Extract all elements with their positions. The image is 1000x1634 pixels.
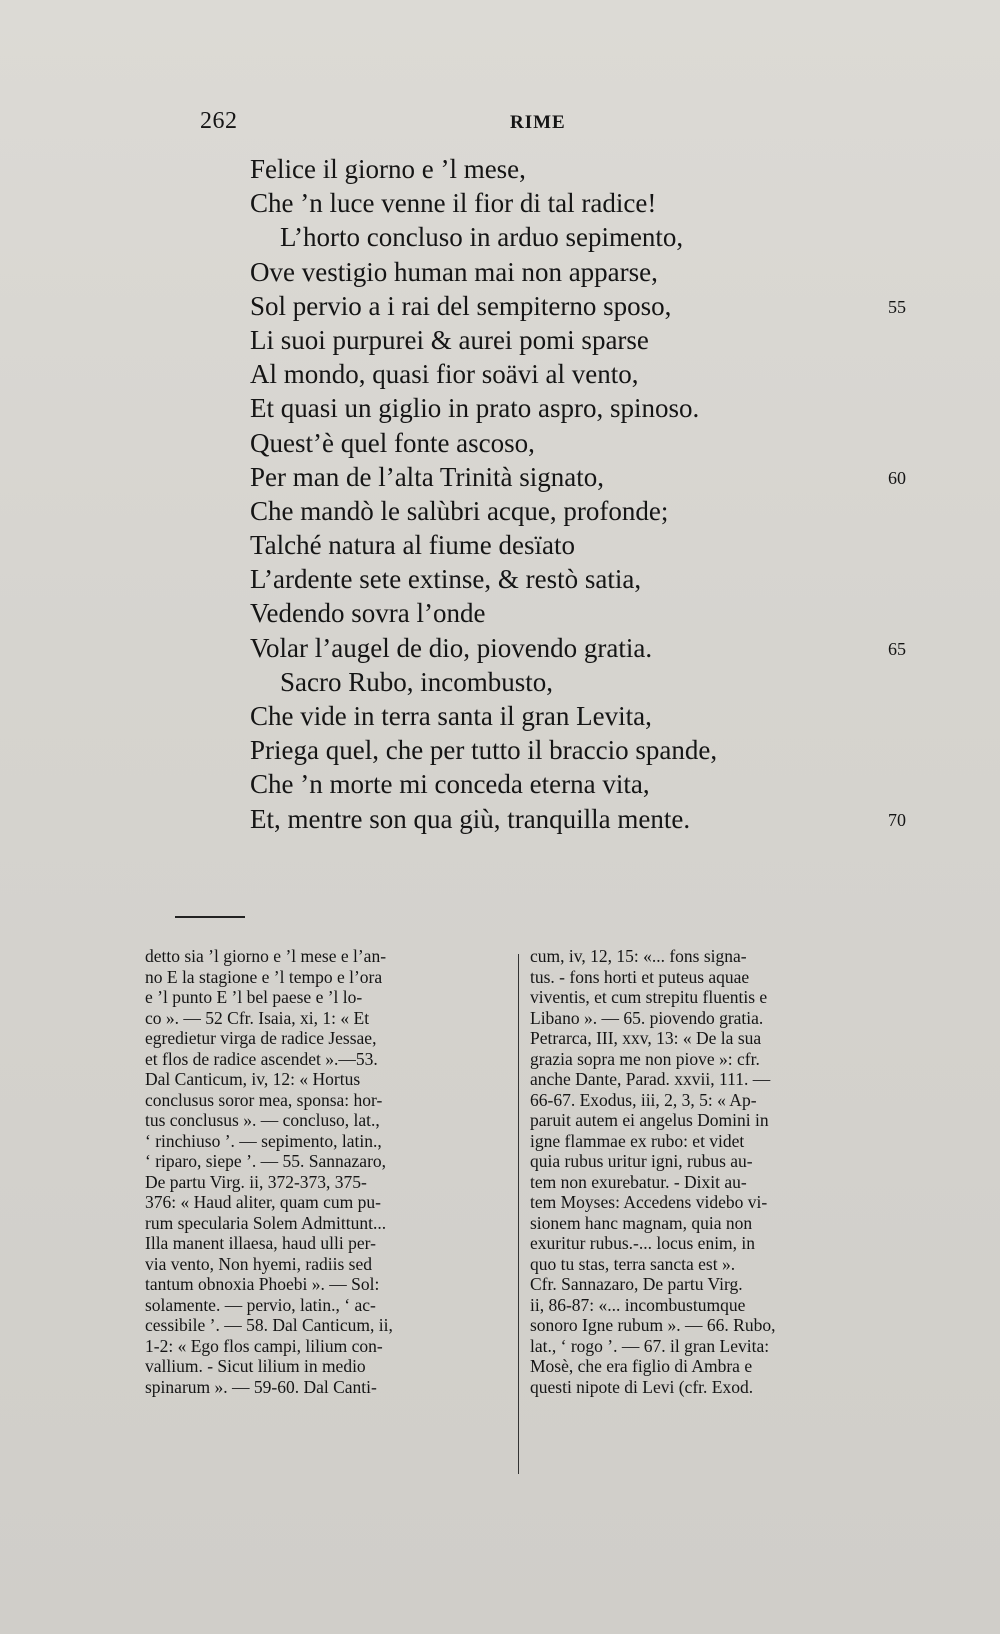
- note-line: Mosè, che era figlio di Ambra e: [530, 1356, 753, 1376]
- verse-line: Quest’è quel fonte ascoso,: [250, 427, 535, 458]
- note-line: solamente. — pervio, latin., ‘ ac-: [145, 1294, 376, 1315]
- note-line: Petrarca, III, xxv, 13: « De la sua: [530, 1028, 762, 1048]
- note-line: egredietur virga de radice Jessae,: [145, 1028, 377, 1048]
- note-line: Illa manent illaesa, haud ulli per-: [145, 1233, 376, 1253]
- note-line: Dal Canticum, iv, 12: « Hortus: [145, 1069, 361, 1089]
- note-line: grazia sopra me non piove »: cfr.: [530, 1048, 760, 1069]
- note-line: co ». — 52 Cfr. Isaia, xi, 1: « Et: [145, 1007, 370, 1028]
- note-line: e ’l punto E ’l bel paese e ’l lo-: [145, 987, 363, 1007]
- note-line: tantum obnoxia Phoebi ». — Sol:: [145, 1274, 380, 1294]
- column-divider: [518, 954, 519, 1474]
- verse-line: Volar l’augel de dio, piovendo gratia.: [250, 632, 653, 663]
- verse-line: Et quasi un giglio in prato aspro, spinoso.: [250, 393, 700, 424]
- verse-line: L’horto concluso in arduo sepimento,: [280, 222, 684, 253]
- line-number: 55: [888, 296, 906, 317]
- page-number: 262: [200, 108, 238, 134]
- note-line: 66-67. Exodus, iii, 2, 3, 5: « Ap-: [530, 1089, 757, 1110]
- verse-line: Al mondo, quasi fior soävi al vento,: [250, 359, 639, 390]
- verse-line: Priega quel, che per tutto il braccio spande,: [250, 735, 718, 766]
- running-head: RIME: [510, 112, 566, 133]
- note-line: Cfr. Sannazaro, De partu Virg.: [530, 1274, 743, 1294]
- note-line: paruit autem ei angelus Domini in: [530, 1110, 769, 1130]
- poem-verses: [250, 152, 870, 836]
- page-header: [200, 108, 800, 148]
- verse-line: Che mandò le salùbri acque, profonde;: [250, 495, 669, 526]
- note-line: quia rubus uritur igni, rubus au-: [530, 1151, 753, 1171]
- verse-line: Che ’n morte mi conceda eterna vita,: [250, 769, 650, 800]
- note-line: tem non exurebatur. - Dixit au-: [530, 1171, 747, 1192]
- note-line: no E la stagione e ’l tempo e l’ora: [145, 966, 383, 987]
- line-number: 60: [888, 467, 906, 488]
- note-line: conclusus soror mea, sponsa: hor-: [145, 1089, 383, 1110]
- note-line: sonoro Igne rubum ». — 66. Rubo,: [530, 1315, 776, 1335]
- note-line: ii, 86-87: «... incombustumque: [530, 1294, 746, 1315]
- note-line: cum, iv, 12, 15: «... fons signa-: [530, 946, 747, 966]
- note-line: quo tu stas, terra sancta est ».: [530, 1253, 736, 1274]
- note-line: tus conclusus ». — concluso, lat.,: [145, 1110, 380, 1130]
- verse-line: Et, mentre son qua giù, tranquilla mente.: [250, 803, 691, 834]
- footnotes-right-column: [530, 946, 885, 1397]
- note-line: 1-2: « Ego flos campi, lilium con-: [145, 1335, 383, 1356]
- line-number: 70: [888, 809, 906, 830]
- verse-line: Sacro Rubo, incombusto,: [280, 666, 553, 697]
- note-line: viventis, et cum strepitu fluentis e: [530, 987, 768, 1007]
- note-line: ‘ riparo, siepe ’. — 55. Sannazaro,: [145, 1151, 387, 1171]
- verse-line: Sol pervio a i rai del sempiterno sposo,: [250, 290, 672, 321]
- line-number: 65: [888, 638, 906, 659]
- note-line: cessibile ’. — 58. Dal Canticum, ii,: [145, 1315, 393, 1335]
- verse-line: Che vide in terra santa il gran Levita,: [250, 701, 652, 731]
- note-line: Libano ». — 65. piovendo gratia.: [530, 1007, 764, 1028]
- note-line: exuritur rubus.-... locus enim, in: [530, 1233, 756, 1253]
- note-line: sionem hanc magnam, quia non: [530, 1212, 753, 1233]
- note-line: questi nipote di Levi (cfr. Exod.: [530, 1376, 754, 1397]
- note-line: igne flammae ex rubo: et videt: [530, 1130, 745, 1151]
- note-line: tem Moyses: Accedens videbo vi-: [530, 1192, 768, 1212]
- verse-line: L’ardente sete extinse, & restò satia,: [250, 564, 642, 595]
- verse-line: Felice il giorno e ’l mese,: [250, 154, 526, 184]
- note-line: tus. - fons horti et puteus aquae: [530, 966, 750, 987]
- footnote-rule: [175, 916, 245, 918]
- note-line: vallium. - Sicut lilium in medio: [145, 1356, 366, 1376]
- note-line: lat., ‘ rogo ’. — 67. il gran Levita:: [530, 1335, 770, 1356]
- note-line: rum specularia Solem Admittunt...: [145, 1212, 387, 1233]
- note-line: anche Dante, Parad. xxvii, 111. —: [530, 1069, 771, 1089]
- note-line: via vento, Non hyemi, radiis sed: [145, 1253, 372, 1274]
- note-line: et flos de radice ascendet ».—53.: [145, 1048, 378, 1069]
- note-line: 376: « Haud aliter, quam cum pu-: [145, 1192, 381, 1212]
- footnotes: [145, 946, 915, 1546]
- footnotes-left-column: [145, 946, 500, 1397]
- verse-line: Che ’n luce venne il fior di tal radice!: [250, 188, 657, 219]
- verse-line: Talché natura al fiume desïato: [250, 530, 575, 561]
- note-line: ‘ rinchiuso ’. — sepimento, latin.,: [145, 1130, 382, 1151]
- verse-line: Li suoi purpurei & aurei pomi sparse: [250, 324, 649, 355]
- verse-line: Ove vestigio human mai non apparse,: [250, 256, 658, 287]
- verse-line: Per man de l’alta Trinità signato,: [250, 461, 604, 492]
- note-line: detto sia ’l giorno e ’l mese e l’an-: [145, 946, 387, 966]
- note-line: spinarum ». — 59-60. Dal Canti-: [145, 1376, 377, 1397]
- verse-line: Vedendo sovra l’onde: [250, 598, 486, 629]
- note-line: De partu Virg. ii, 372-373, 375-: [145, 1171, 367, 1192]
